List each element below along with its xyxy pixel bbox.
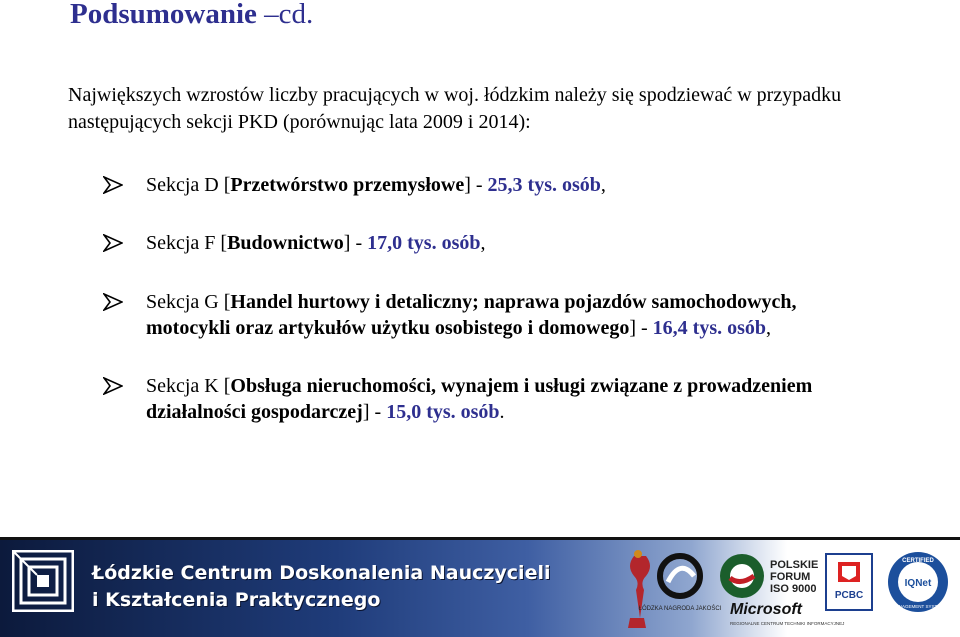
bullet-unit: tys. osób <box>402 232 481 254</box>
bullet-close: ] - <box>629 317 653 339</box>
bullet-end: . <box>499 401 505 423</box>
bullet-prefix: Sekcja F [ <box>146 232 228 254</box>
bullet-prefix: Sekcja D [ <box>146 174 231 196</box>
footer-institution-name <box>92 560 551 614</box>
certification-logos <box>620 548 960 634</box>
pcbc-caption: PCBC <box>834 590 864 601</box>
list-item <box>103 172 823 198</box>
bullet-unit: tys. osób <box>522 174 601 196</box>
forum-line-2: FORUM <box>770 571 811 583</box>
bullet-prefix: Sekcja K [ <box>146 375 231 397</box>
iqnet-caption: IQNet <box>904 578 932 589</box>
bullet-end: , <box>766 317 772 339</box>
bullet-end: , <box>480 232 486 254</box>
list-item <box>103 230 823 256</box>
bullet-close: ] - <box>343 232 368 254</box>
title-main: Podsumowanie <box>70 0 257 30</box>
iqnet-certified-logo <box>888 552 948 612</box>
list-item <box>103 373 823 425</box>
arrow-bullet-icon <box>103 293 123 311</box>
arrow-bullet-icon <box>103 377 123 395</box>
lcdnikp-emblem-icon <box>12 550 74 612</box>
intro-paragraph: Największych wzrostów liczby pracujących w woj. łódzkim należy się spodziewać w przypadku następujących sekcji PKD (porównując lata 2009 i 2014): <box>68 84 842 133</box>
list-item <box>103 289 823 341</box>
bullet-value: 17,0 <box>367 232 403 254</box>
bullet-unit: tys. osób <box>421 401 500 423</box>
microsoft-logo-text: Microsoft <box>730 601 802 618</box>
forum-line-3: ISO 9000 <box>770 583 817 595</box>
arrow-bullet-icon <box>103 234 123 252</box>
bullet-name: Budownictwo <box>227 232 344 254</box>
section-list <box>103 172 823 425</box>
bullet-unit: tys. osób <box>687 317 767 339</box>
bullet-name: Obsługa nieruchomości, wynajem i usługi związane z prowadzeniem działalności gospodarczej <box>146 375 813 423</box>
mgmt-caption: MANAGEMENT SYSTEM <box>892 604 944 609</box>
award-icon <box>628 550 650 628</box>
bullet-value: 16,4 <box>652 317 688 339</box>
bullet-value: 25,3 <box>487 174 523 196</box>
bullet-name: Przetwórstwo przemysłowe <box>230 174 465 196</box>
bullet-name: Handel hurtowy i detaliczny; naprawa pojazdów samochodowych, motocykli oraz artykułów użytku osobistego i domowego <box>146 291 797 339</box>
page-title <box>70 0 313 31</box>
title-suffix: –cd. <box>264 0 314 30</box>
footer-line-2: i Kształcenia Praktycznego <box>92 589 381 611</box>
footer-line-1: Łódzkie Centrum Doskonalenia Nauczycieli <box>92 562 551 584</box>
award-caption: ŁÓDZKA NAGRODA JAKOŚCI <box>638 606 722 612</box>
certified-caption: CERTIFIED <box>902 558 934 564</box>
forum-line-1: POLSKIE <box>770 559 819 571</box>
pcbc-seal-logo <box>826 554 872 610</box>
bullet-close: ] - <box>362 401 387 423</box>
arrow-bullet-icon <box>103 176 123 194</box>
bullet-value: 15,0 <box>386 401 422 423</box>
regional-center-text: REGIONALNE CENTRUM TECHNIKI INFORMACYJNEJ <box>730 621 845 626</box>
bullet-close: ] - <box>464 174 488 196</box>
bullet-prefix: Sekcja G [ <box>146 291 231 313</box>
bullet-end: , <box>600 174 606 196</box>
quality-award-logo <box>639 556 722 612</box>
